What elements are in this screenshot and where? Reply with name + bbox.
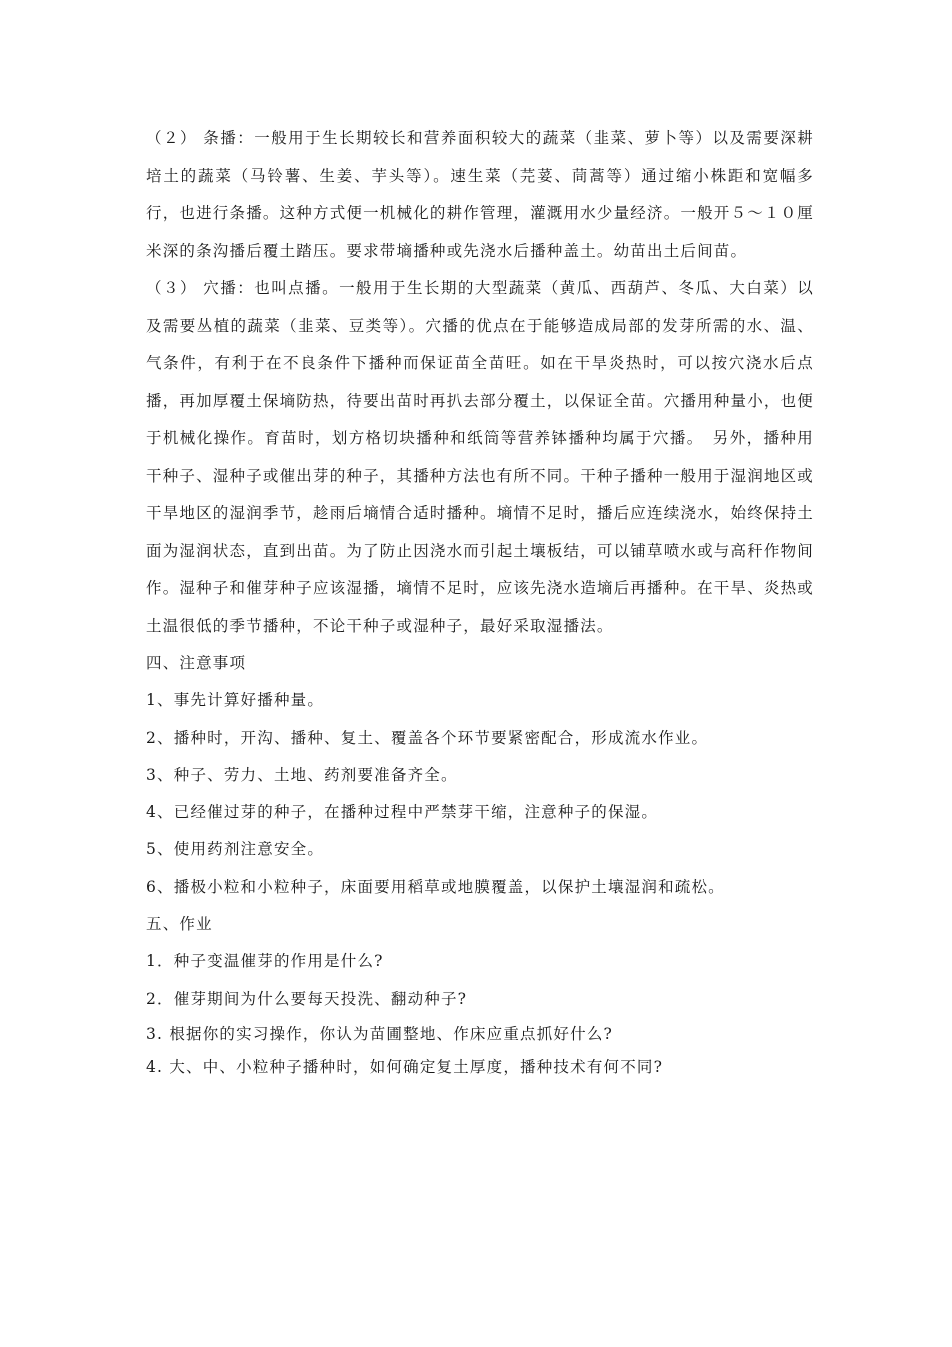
list-item: 5、使用药剂注意安全。: [146, 840, 325, 859]
list-item: 4、已经催过芽的种子，在播种过程中严禁芽干缩，注意种子的保湿。: [146, 803, 659, 822]
section-heading-precautions: 四、注意事项: [146, 654, 247, 672]
list-item: 2、播种时，开沟、播种、复土、覆盖各个环节要紧密配合，形成流水作业。: [146, 728, 709, 747]
list-item: 1．种子变温催芽的作用是什么?: [146, 952, 384, 971]
list-item: 2．催芽期间为什么要每天投洗、翻动种子?: [146, 989, 468, 1008]
section-heading-homework: 五、作业: [146, 915, 213, 934]
paragraph-strip-sowing: （２） 条播：一般用于生长期较长和营养面积较大的蔬菜（韭菜、萝卜等）以及需要深耕培土的蔬菜（马铃薯、生姜、芋头等）。速生菜（芫荽、茼蒿等）通过缩小株距和宽幅多行，也进行条播。这种方式便一机械化的耕作管理，灌溉用水少量经济。一般开５～１０厘米深的条沟播后覆土踏压。要求带墒播种或先浇水后播种盖土。幼苗出土后间苗。: [146, 129, 815, 260]
list-item: 6、播极小粒和小粒种子，床面要用稻草或地膜覆盖，以保护土壤湿润和疏松。: [146, 877, 725, 896]
list-item: 1、事先计算好播种量。: [146, 691, 325, 710]
list-item: 3. 根据你的实习操作，你认为苗圃整地、作床应重点抓好什么?: [146, 1024, 614, 1043]
document-body: [146, 120, 814, 1084]
list-item: 4. 大、中、小粒种子播种时，如何确定复土厚度，播种技术有何不同?: [146, 1057, 664, 1076]
paragraph-hole-sowing: （３） 穴播：也叫点播。一般用于生长期的大型蔬菜（黄瓜、西葫芦、冬瓜、大白菜）以及需要丛植的蔬菜（韭菜、豆类等）。穴播的优点在于能够造成局部的发芽所需的水、温、气条件，有利于在不良条件下播种而保证苗全苗旺。如在干旱炎热时，可以按穴浇水后点播，再加厚覆土保墒防热，待要出苗时再扒去部分覆土，以保证全苗。穴播用种量小，也便于机械化操作。育苗时，划方格切块播种和纸筒等营养钵播种均属于穴播。 另外，播种用干种子、湿种子或催出芽的种子，其播种方法也有所不同。干种子播种一般用于湿润地区或干旱地区的湿润季节，趁雨后墒情合适时播种。墒情不足时，播后应连续浇水，始终保持土面为湿润状态，直到出苗。为了防止因浇水而引起土壤板结，可以铺草喷水或与高秆作物间作。湿种子和催芽种子应该湿播，墒情不足时，应该先浇水造墒后再播种。在干旱、炎热或土温很低的季节播种，不论干种子或湿种子，最好采取湿播法。: [146, 279, 815, 635]
list-item: 3、种子、劳力、土地、药剂要准备齐全。: [146, 765, 458, 784]
